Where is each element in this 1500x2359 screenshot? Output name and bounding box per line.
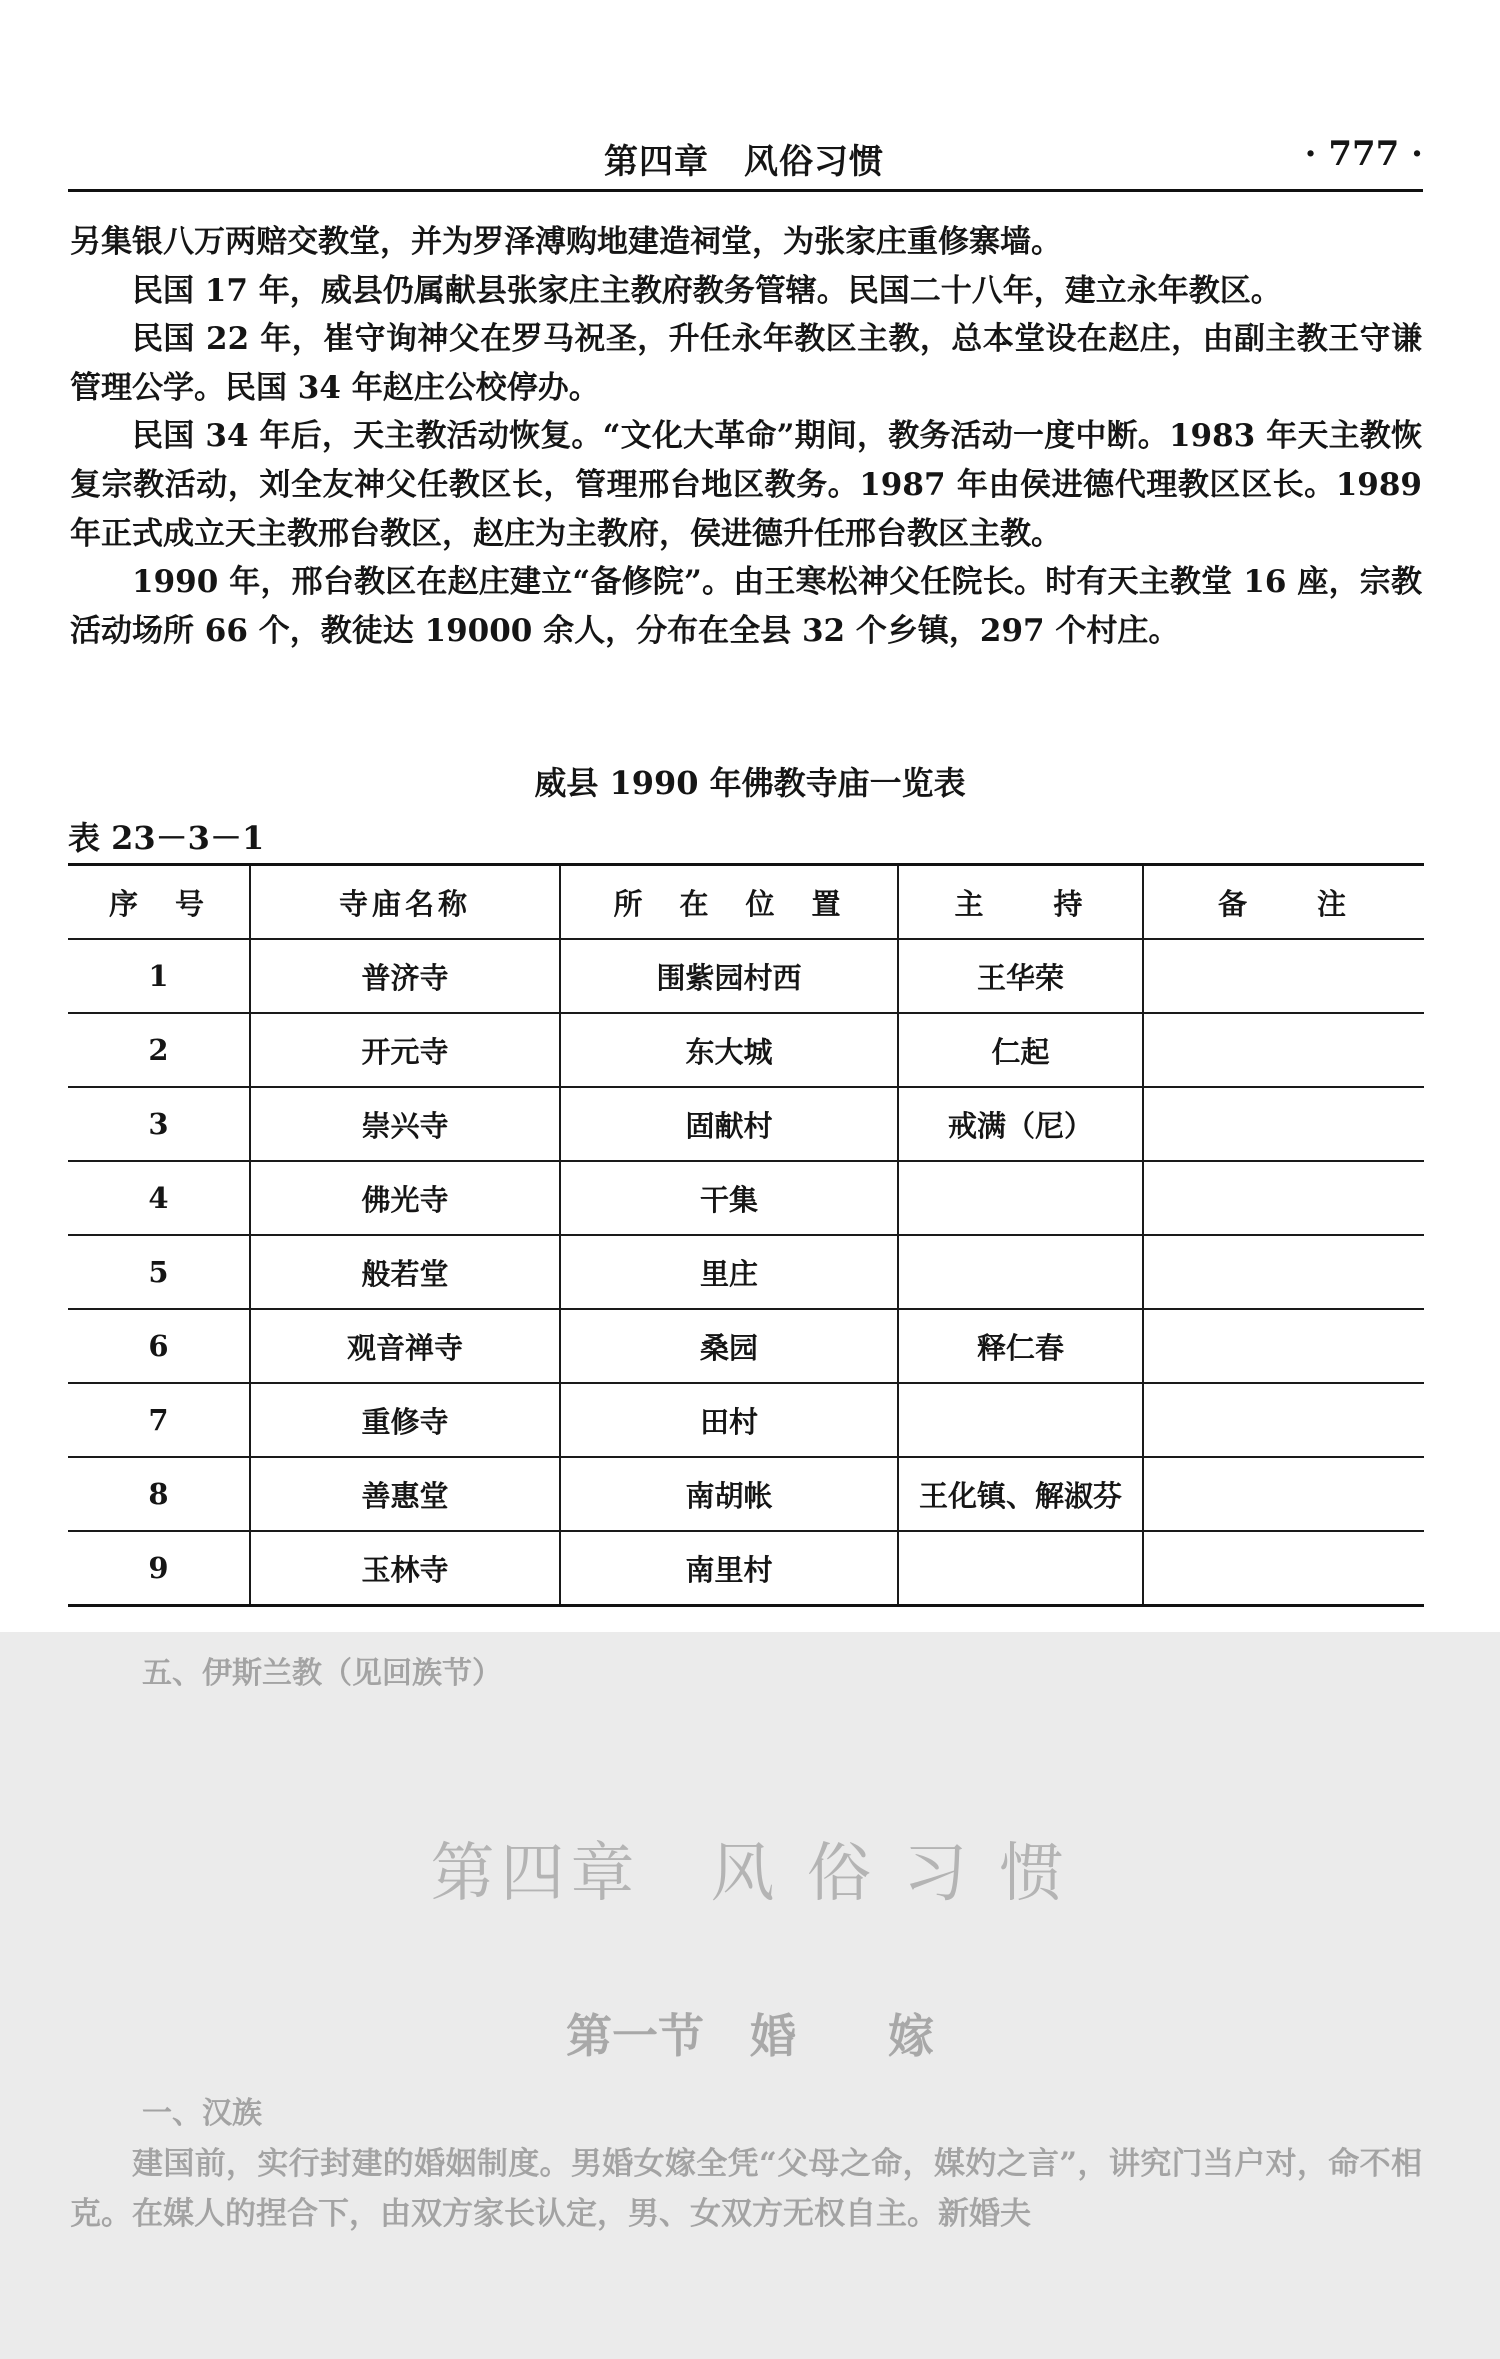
column-header-location: 所 在 位 置	[560, 865, 898, 940]
cell-temple-name: 玉林寺	[250, 1531, 560, 1606]
cell-temple-name: 重修寺	[250, 1383, 560, 1457]
body-text	[70, 218, 1422, 655]
cell-abbot: 王华荣	[898, 939, 1143, 1013]
cell-number: 4	[68, 1161, 250, 1235]
cell-number: 2	[68, 1013, 250, 1087]
paragraph: 民国 22 年，崔守询神父在罗马祝圣，升任永年教区主教，总本堂设在赵庄，由副主教王守谦管理公学。民国 34 年赵庄公校停办。	[70, 321, 1422, 406]
table-header-row	[68, 865, 1424, 940]
cell-remarks	[1143, 1531, 1424, 1606]
column-header-number: 序 号	[68, 865, 250, 940]
paragraph: 另集银八万两赔交教堂，并为罗泽溥购地建造祠堂，为张家庄重修寨墙。	[70, 224, 1062, 260]
table-title: 威县 1990 年佛教寺庙一览表	[534, 764, 966, 802]
cell-abbot: 戒满（尼）	[898, 1087, 1143, 1161]
page-header	[68, 128, 1423, 188]
cell-temple-name: 观音禅寺	[250, 1309, 560, 1383]
cell-temple-name: 崇兴寺	[250, 1087, 560, 1161]
cell-number: 8	[68, 1457, 250, 1531]
cell-location: 南胡帐	[560, 1457, 898, 1531]
cell-abbot	[898, 1383, 1143, 1457]
cell-number: 9	[68, 1531, 250, 1606]
cell-remarks	[1143, 1383, 1424, 1457]
cell-number: 6	[68, 1309, 250, 1383]
cell-temple-name: 善惠堂	[250, 1457, 560, 1531]
cell-location: 南里村	[560, 1531, 898, 1606]
temple-table	[68, 863, 1424, 1607]
running-chapter-title: 第四章 风俗习惯	[604, 142, 884, 182]
cell-remarks	[1143, 939, 1424, 1013]
cell-location: 桑园	[560, 1309, 898, 1383]
cell-remarks	[1143, 1013, 1424, 1087]
table-row	[68, 1457, 1424, 1531]
cell-location: 固献村	[560, 1087, 898, 1161]
cell-remarks	[1143, 1457, 1424, 1531]
table-number: 表 23－3－1	[68, 819, 265, 857]
cell-abbot	[898, 1235, 1143, 1309]
cell-number: 1	[68, 939, 250, 1013]
islam-heading: 五、伊斯兰教（见回族节）	[142, 1656, 502, 1691]
header-rule	[68, 189, 1423, 192]
cell-location: 里庄	[560, 1235, 898, 1309]
faded-lower-section	[0, 1632, 1500, 2359]
cell-abbot	[898, 1161, 1143, 1235]
section-heading: 第一节 婚 嫁	[566, 2009, 934, 2063]
cell-temple-name: 普济寺	[250, 939, 560, 1013]
cell-remarks	[1143, 1161, 1424, 1235]
cell-remarks	[1143, 1235, 1424, 1309]
cell-abbot	[898, 1531, 1143, 1606]
column-header-temple-name: 寺庙名称	[250, 865, 560, 940]
paragraph: 建国前，实行封建的婚姻制度。男婚女嫁全凭“父母之命，媒妁之言”，讲究门当户对，命不相克。在媒人的捏合下，由双方家长认定，男、女双方无权自主。新婚夫	[70, 2146, 1422, 2232]
table-row	[68, 1531, 1424, 1606]
column-header-abbot: 主 持	[898, 865, 1143, 940]
cell-remarks	[1143, 1087, 1424, 1161]
cell-remarks	[1143, 1309, 1424, 1383]
cell-number: 5	[68, 1235, 250, 1309]
paragraph: 民国 34 年后，天主教活动恢复。“文化大革命”期间，教务活动一度中断。1983 年天主教恢复宗教活动，刘全友神父任教区长，管理邢台地区教务。1987 年由侯进德代理教区区长。1989 年正式成立天主教邢台教区，赵庄为主教府，侯进德升任邢台教区主教。	[70, 418, 1422, 552]
cell-temple-name: 般若堂	[250, 1235, 560, 1309]
cell-location: 围紫园村西	[560, 939, 898, 1013]
cell-temple-name: 佛光寺	[250, 1161, 560, 1235]
subsection-heading: 一、汉族	[142, 2096, 262, 2131]
cell-abbot: 仁起	[898, 1013, 1143, 1087]
table-row	[68, 939, 1424, 1013]
cell-temple-name: 开元寺	[250, 1013, 560, 1087]
cell-location: 干集	[560, 1161, 898, 1235]
chapter-heading: 第四章 风 俗 习 惯	[430, 1837, 1070, 1911]
cell-location: 田村	[560, 1383, 898, 1457]
table-row	[68, 1383, 1424, 1457]
paragraph: 1990 年，邢台教区在赵庄建立“备修院”。由王寒松神父任院长。时有天主教堂 16 座，宗教活动场所 66 个，教徒达 19000 余人，分布在全县 32 个乡镇，297 个村庄。	[70, 564, 1422, 649]
table-row	[68, 1235, 1424, 1309]
table-row	[68, 1013, 1424, 1087]
table-row	[68, 1309, 1424, 1383]
page-number: · 777 ·	[1304, 134, 1423, 174]
cell-location: 东大城	[560, 1013, 898, 1087]
table-row	[68, 1161, 1424, 1235]
cell-abbot: 王化镇、解淑芬	[898, 1457, 1143, 1531]
cell-abbot: 释仁春	[898, 1309, 1143, 1383]
cell-number: 3	[68, 1087, 250, 1161]
cell-number: 7	[68, 1383, 250, 1457]
table-row	[68, 1087, 1424, 1161]
paragraph: 民国 17 年，威县仍属献县张家庄主教府教务管辖。民国二十八年，建立永年教区。	[132, 272, 1282, 309]
column-header-remarks: 备 注	[1143, 865, 1424, 940]
